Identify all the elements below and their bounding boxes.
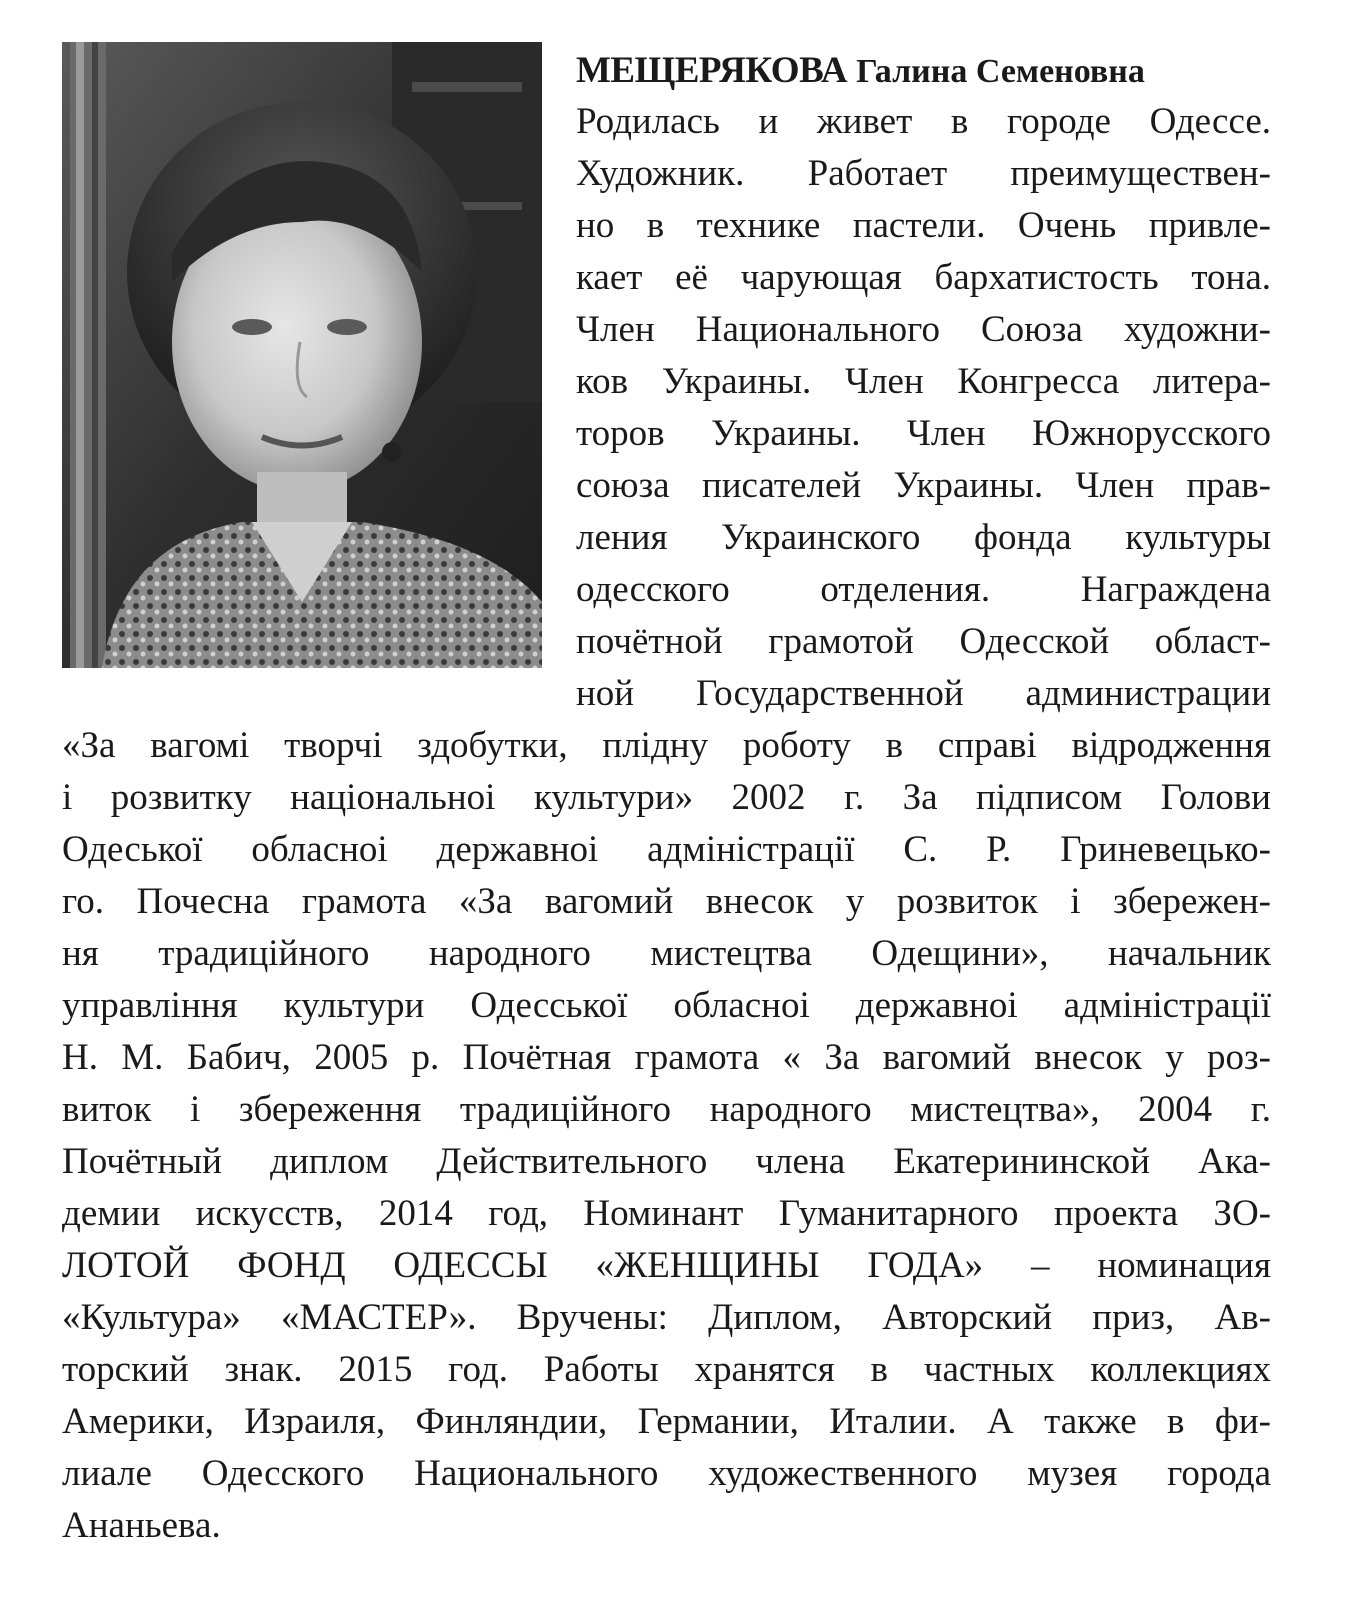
text-line: но в технике пастели. Очень привле- <box>576 205 1271 246</box>
text-line: виток і збереження традиційного народного мистецтва», 2004 г. <box>62 1089 1271 1130</box>
text-line: Член Национального Союза художни- <box>576 309 1271 350</box>
author-surname: МЕЩЕРЯКОВА <box>576 50 848 91</box>
text-line: почётной грамотой Одесской област- <box>576 621 1271 662</box>
portrait-image <box>62 42 542 668</box>
text-line: демии искусств, 2014 год, Номинант Гуманитарного проекта ЗО- <box>62 1193 1271 1234</box>
text-line: союза писателей Украины. Член прав- <box>576 465 1271 506</box>
text-line: го. Почесна грамота «За вагомий внесок у розвиток і збережен- <box>62 881 1271 922</box>
text-line: ков Украины. Член Конгресса литера- <box>576 361 1271 402</box>
text-line: «Культура» «МАСТЕР». Вручены: Диплом, Авторский приз, Ав- <box>62 1297 1271 1338</box>
text-line: Н. М. Бабич, 2005 р. Почётная грамота « За вагомий внесок у роз- <box>62 1037 1271 1078</box>
text-line: Родилась и живет в городе Одессе. <box>576 101 1271 142</box>
text-line: ня традиційного народного мистецтва Одещини», начальник <box>62 933 1271 974</box>
text-line: одесского отделения. Награждена <box>576 569 1271 610</box>
text-line: «За вагомі творчі здобутки, плідну роботу в справі відродження <box>62 725 1271 766</box>
text-line: ЛОТОЙ ФОНД ОДЕССЫ «ЖЕНЩИНЫ ГОДА» – номинация <box>62 1245 1271 1286</box>
author-given-names: Галина Семеновна <box>856 53 1145 90</box>
text-line: Художник. Работает преимуществен- <box>576 153 1271 194</box>
text-line: торов Украины. Член Южнорусского <box>576 413 1271 454</box>
text-line: управління культури Одесської обласноі державноі адміністрації <box>62 985 1271 1026</box>
text-line: Одеської обласноі державноі адміністрації С. Р. Гриневецько- <box>62 829 1271 870</box>
text-line: торский знак. 2015 год. Работы хранятся в частных коллекциях <box>62 1349 1271 1390</box>
text-line: Америки, Израиля, Финляндии, Германии, Италии. А также в фи- <box>62 1401 1271 1442</box>
text-line: лиале Одесского Национального художественного музея города <box>62 1453 1271 1494</box>
text-line: кает её чарующая бархатистость тона. <box>576 257 1271 298</box>
text-line: і розвитку національноі культури» 2002 г. За підписом Голови <box>62 777 1271 818</box>
text-line: ной Государственной администрации <box>576 673 1271 714</box>
text-line: Почётный диплом Действительного члена Екатерининской Ака- <box>62 1141 1271 1182</box>
text-line: ления Украинского фонда культуры <box>576 517 1271 558</box>
author-heading <box>576 44 1276 98</box>
text-line: Ананьева. <box>62 1505 221 1546</box>
portrait-photo <box>62 42 542 668</box>
